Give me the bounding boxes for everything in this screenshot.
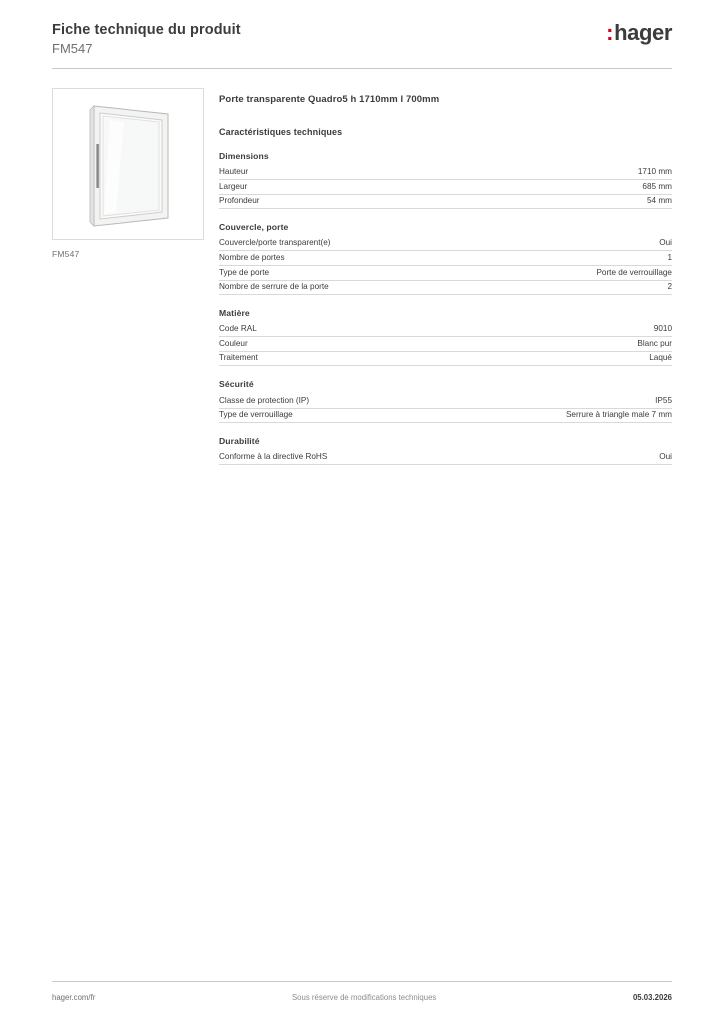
spec-value: Laqué — [500, 351, 672, 366]
specs-content — [219, 94, 672, 478]
group-title: Matière — [219, 308, 250, 319]
table-row — [219, 165, 672, 180]
spec-group-dimensions — [219, 151, 672, 209]
table-row — [219, 337, 672, 352]
spec-value: Porte de verrouillage — [500, 265, 672, 280]
spec-group-cover-door — [219, 222, 672, 295]
spec-value: Serrure à triangle male 7 mm — [500, 408, 672, 423]
table-row — [219, 322, 672, 337]
spec-label: Code RAL — [219, 322, 500, 337]
page-title: Fiche technique du produit — [52, 22, 241, 38]
product-illustration — [53, 89, 203, 239]
spec-value: IP55 — [500, 393, 672, 408]
transparent-door-icon — [76, 100, 180, 228]
spec-value: Oui — [500, 236, 672, 251]
product-figure — [52, 88, 204, 259]
logo-wordmark: hager — [614, 20, 672, 45]
section-heading-technical: Caractéristiques techniques — [219, 127, 343, 137]
spec-label: Conforme à la directive RoHS — [219, 450, 500, 465]
document-header — [52, 22, 672, 66]
table-row — [219, 180, 672, 195]
figure-caption: FM547 — [52, 249, 80, 259]
product-reference: FM547 — [52, 41, 93, 56]
table-row — [219, 251, 672, 266]
footer-website-link[interactable]: hager.com/fr — [52, 992, 96, 1002]
spec-value: 1710 mm — [500, 165, 672, 180]
table-row — [219, 351, 672, 366]
spec-group-sustainability — [219, 436, 672, 465]
table-row — [219, 265, 672, 280]
header-titles — [52, 22, 241, 57]
table-row — [219, 236, 672, 251]
spec-value: Blanc pur — [500, 337, 672, 352]
document-footer — [52, 990, 672, 1004]
footer-disclaimer: Sous réserve de modifications techniques — [291, 992, 437, 1002]
header-divider — [52, 68, 672, 69]
spec-value: 2 — [500, 280, 672, 295]
spec-label: Traitement — [219, 351, 500, 366]
spec-label: Profondeur — [219, 194, 500, 209]
spec-value: 685 mm — [500, 180, 672, 195]
spec-label: Nombre de portes — [219, 251, 500, 266]
spec-value: 9010 — [500, 322, 672, 337]
table-row — [219, 194, 672, 209]
spec-label: Largeur — [219, 180, 500, 195]
spec-label: Couleur — [219, 337, 500, 352]
group-title: Couvercle, porte — [219, 222, 289, 233]
spec-group-material — [219, 308, 672, 366]
spec-label: Nombre de serrure de la porte — [219, 280, 500, 295]
spec-table — [219, 450, 672, 465]
spec-table — [219, 165, 672, 209]
product-name: Porte transparente Quadro5 h 1710mm l 700mm — [219, 94, 440, 105]
spec-label: Classe de protection (IP) — [219, 393, 500, 408]
spec-table — [219, 322, 672, 366]
logo-dots-mark: : — [606, 20, 614, 45]
hager-logo — [606, 22, 672, 44]
spec-label: Type de verrouillage — [219, 408, 500, 423]
product-image-frame — [52, 88, 204, 240]
spec-table — [219, 236, 672, 295]
spec-group-security — [219, 379, 672, 423]
spec-label: Couvercle/porte transparent(e) — [219, 236, 500, 251]
group-title: Dimensions — [219, 151, 269, 161]
table-row — [219, 408, 672, 423]
table-row — [219, 450, 672, 465]
spec-value: Oui — [500, 450, 672, 465]
footer-date: 05.03.2026 — [632, 992, 672, 1002]
spec-table — [219, 393, 672, 423]
spec-label: Type de porte — [219, 265, 500, 280]
spec-value: 54 mm — [500, 194, 672, 209]
group-title: Sécurité — [219, 379, 254, 390]
table-row — [219, 280, 672, 295]
group-title: Durabilité — [219, 436, 260, 447]
table-row — [219, 393, 672, 408]
footer-divider — [52, 981, 672, 982]
spec-value: 1 — [500, 251, 672, 266]
spec-label: Hauteur — [219, 165, 500, 180]
